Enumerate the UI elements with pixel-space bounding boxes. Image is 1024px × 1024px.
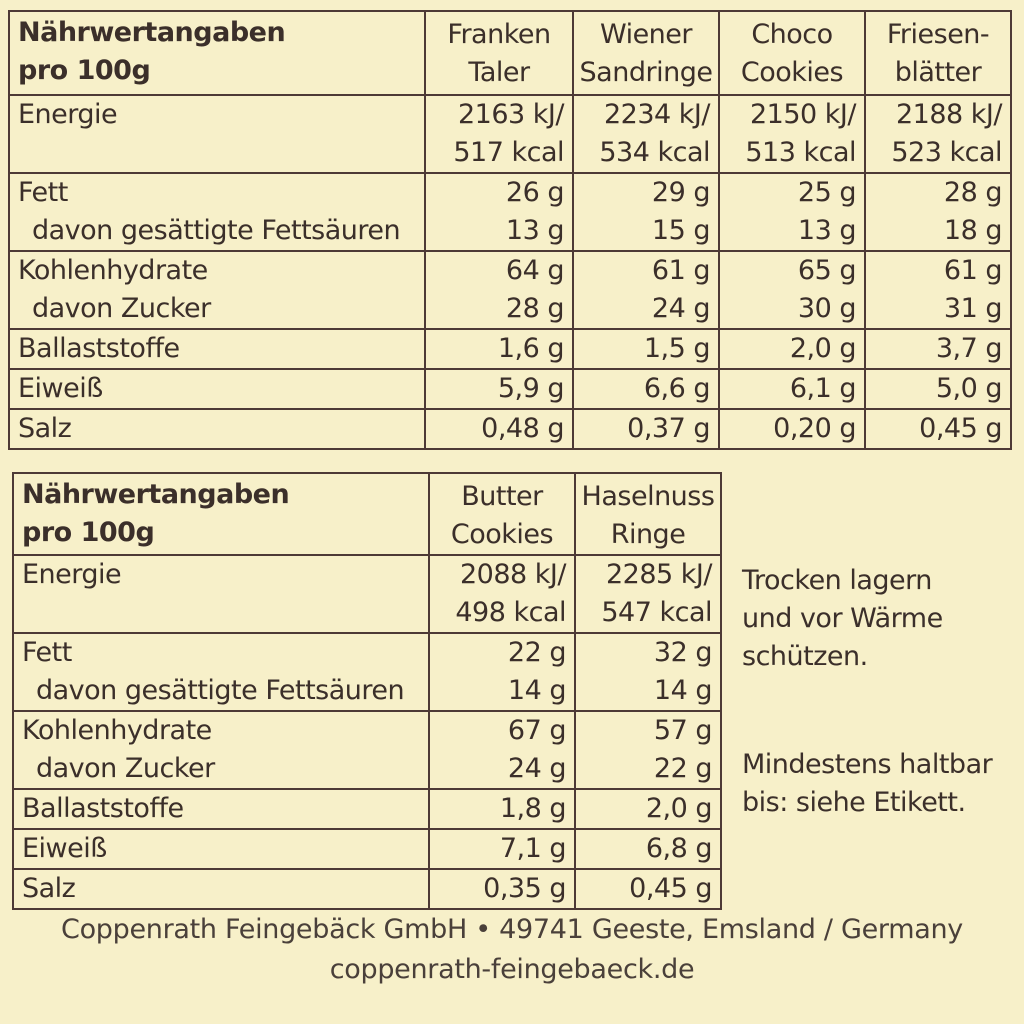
cell: [865, 251, 1011, 329]
cell: [429, 711, 575, 789]
value: 5,9 g: [497, 373, 564, 404]
row-label: [13, 869, 429, 909]
value: 2,0 g: [645, 793, 712, 824]
cell: [575, 789, 721, 829]
row-label: [9, 173, 425, 251]
value: 2088 kJ/: [460, 559, 566, 590]
table-row: [13, 711, 721, 789]
cell: [865, 95, 1011, 173]
value: 0,37 g: [627, 413, 710, 444]
value: 15 g: [651, 215, 710, 246]
table-row: [9, 95, 1011, 173]
cell: [573, 329, 719, 369]
value: 2,0 g: [789, 333, 856, 364]
table-header-row: [13, 473, 721, 555]
value: 24 g: [651, 293, 710, 324]
value: 1,6 g: [497, 333, 564, 364]
product-name: Cookies: [740, 57, 844, 88]
table-header-label: [13, 473, 429, 555]
cell: [573, 251, 719, 329]
cell: [865, 369, 1011, 409]
table-row: [13, 633, 721, 711]
header-line: Nährwertangaben: [22, 479, 290, 510]
kh-sub-label: davon Zucker: [32, 293, 211, 324]
cell: [865, 329, 1011, 369]
table-row: [9, 329, 1011, 369]
cell: [865, 409, 1011, 449]
value: 0,20 g: [773, 413, 856, 444]
value: 14 g: [507, 675, 566, 706]
table-row: [9, 173, 1011, 251]
salz-label: Salz: [18, 413, 72, 444]
row-label: [9, 95, 425, 173]
ballast-label: Ballaststoffe: [18, 333, 180, 364]
row-label: [13, 829, 429, 869]
storage-note-line: und vor Wärme: [742, 603, 943, 634]
product-column-header: [719, 11, 865, 95]
product-column-header: [425, 11, 573, 95]
value: 517 kcal: [453, 137, 564, 168]
cell: [425, 173, 573, 251]
value: 0,45 g: [919, 413, 1002, 444]
row-label: [13, 633, 429, 711]
value: 3,7 g: [935, 333, 1002, 364]
value: 2150 kJ/: [750, 99, 856, 130]
product-column-header: [429, 473, 575, 555]
table-row: [13, 555, 721, 633]
cell: [719, 95, 865, 173]
fett-label: Fett: [22, 637, 72, 668]
value: 22 g: [653, 753, 712, 784]
cell: [425, 95, 573, 173]
product-name: Haselnuss: [581, 481, 715, 512]
value: 26 g: [505, 177, 564, 208]
table-header-label: [9, 11, 425, 95]
nutrition-table-1: [8, 10, 1012, 450]
salz-label: Salz: [22, 873, 76, 904]
table-header-row: [9, 11, 1011, 95]
cell: [573, 369, 719, 409]
product-name: Choco: [751, 19, 833, 50]
value: 13 g: [797, 215, 856, 246]
value: 32 g: [653, 637, 712, 668]
table-row: [13, 829, 721, 869]
product-name: blätter: [894, 57, 982, 88]
product-name: Butter: [461, 481, 543, 512]
value: 6,8 g: [645, 833, 712, 864]
product-name: Friesen-: [886, 19, 990, 50]
value: 513 kcal: [745, 137, 856, 168]
cell: [425, 329, 573, 369]
cell: [575, 869, 721, 909]
value: 14 g: [653, 675, 712, 706]
value: 2285 kJ/: [606, 559, 712, 590]
energie-label: Energie: [18, 99, 118, 130]
product-name: Taler: [468, 57, 530, 88]
nutrition-table-2: [12, 472, 722, 910]
row-label: [13, 711, 429, 789]
value: 28 g: [505, 293, 564, 324]
value: 0,45 g: [629, 873, 712, 904]
value: 29 g: [651, 177, 710, 208]
value: 523 kcal: [891, 137, 1002, 168]
website-text: coppenrath-feingebaeck.de: [329, 954, 695, 985]
cell: [429, 869, 575, 909]
header-line: pro 100g: [22, 517, 155, 548]
product-name: Sandringe: [579, 57, 713, 88]
value: 7,1 g: [499, 833, 566, 864]
cell: [719, 173, 865, 251]
value: 1,8 g: [499, 793, 566, 824]
storage-note-line: Trocken lagern: [742, 565, 932, 596]
company-address: Coppenrath Feingebäck GmbH • 49741 Geeste, Emsland / Germany: [61, 914, 963, 945]
table-row: [9, 369, 1011, 409]
fett-sub-label: davon gesättigte Fettsäuren: [32, 215, 401, 246]
value: 18 g: [943, 215, 1002, 246]
cell: [719, 329, 865, 369]
value: 25 g: [797, 177, 856, 208]
product-name: Cookies: [450, 519, 554, 550]
value: 1,5 g: [643, 333, 710, 364]
cell: [719, 409, 865, 449]
product-column-header: [573, 11, 719, 95]
cell: [573, 95, 719, 173]
value: 61 g: [943, 255, 1002, 286]
cell: [719, 251, 865, 329]
value: 67 g: [507, 715, 566, 746]
cell: [575, 633, 721, 711]
value: 2234 kJ/: [604, 99, 710, 130]
cell: [719, 369, 865, 409]
value: 57 g: [653, 715, 712, 746]
cell: [573, 173, 719, 251]
table-row: [9, 409, 1011, 449]
table-row: [9, 251, 1011, 329]
product-name: Franken: [447, 19, 551, 50]
row-label: [9, 329, 425, 369]
eiweiss-label: Eiweiß: [22, 833, 107, 864]
cell: [573, 409, 719, 449]
cell: [575, 555, 721, 633]
cell: [429, 789, 575, 829]
value: 65 g: [797, 255, 856, 286]
value: 31 g: [943, 293, 1002, 324]
value: 6,1 g: [789, 373, 856, 404]
cell: [429, 633, 575, 711]
cell: [429, 829, 575, 869]
table-row: [13, 789, 721, 829]
value: 2188 kJ/: [896, 99, 1002, 130]
product-name: Ringe: [610, 519, 686, 550]
value: 2163 kJ/: [458, 99, 564, 130]
value: 64 g: [505, 255, 564, 286]
value: 0,48 g: [481, 413, 564, 444]
row-label: [9, 251, 425, 329]
value: 6,6 g: [643, 373, 710, 404]
value: 61 g: [651, 255, 710, 286]
storage-note-line: schützen.: [742, 641, 868, 672]
kh-sub-label: davon Zucker: [36, 753, 215, 784]
value: 547 kcal: [601, 597, 712, 628]
row-label: [9, 409, 425, 449]
kh-label: Kohlenhydrate: [22, 715, 212, 746]
header-line: pro 100g: [18, 55, 151, 86]
shelf-life-note-line: Mindestens haltbar: [742, 749, 993, 780]
value: 498 kcal: [455, 597, 566, 628]
fett-label: Fett: [18, 177, 68, 208]
cell: [425, 409, 573, 449]
shelf-life-note-line: bis: siehe Etikett.: [742, 787, 966, 818]
header-line: Nährwertangaben: [18, 17, 286, 48]
row-label: [13, 555, 429, 633]
value: 22 g: [507, 637, 566, 668]
row-label: [13, 789, 429, 829]
fett-sub-label: davon gesättigte Fettsäuren: [36, 675, 405, 706]
product-column-header: [865, 11, 1011, 95]
table-row: [13, 869, 721, 909]
cell: [575, 711, 721, 789]
product-column-header: [575, 473, 721, 555]
storage-note: [742, 562, 943, 676]
energie-label: Energie: [22, 559, 122, 590]
shelf-life-note: [742, 746, 992, 822]
kh-label: Kohlenhydrate: [18, 255, 208, 286]
product-name: Wiener: [599, 19, 693, 50]
value: 0,35 g: [483, 873, 566, 904]
cell: [425, 251, 573, 329]
cell: [865, 173, 1011, 251]
cell: [425, 369, 573, 409]
value: 28 g: [943, 177, 1002, 208]
eiweiss-label: Eiweiß: [18, 373, 103, 404]
value: 13 g: [505, 215, 564, 246]
ballast-label: Ballaststoffe: [22, 793, 184, 824]
value: 30 g: [797, 293, 856, 324]
cell: [575, 829, 721, 869]
cell: [429, 555, 575, 633]
row-label: [9, 369, 425, 409]
value: 5,0 g: [935, 373, 1002, 404]
value: 24 g: [507, 753, 566, 784]
value: 534 kcal: [599, 137, 710, 168]
